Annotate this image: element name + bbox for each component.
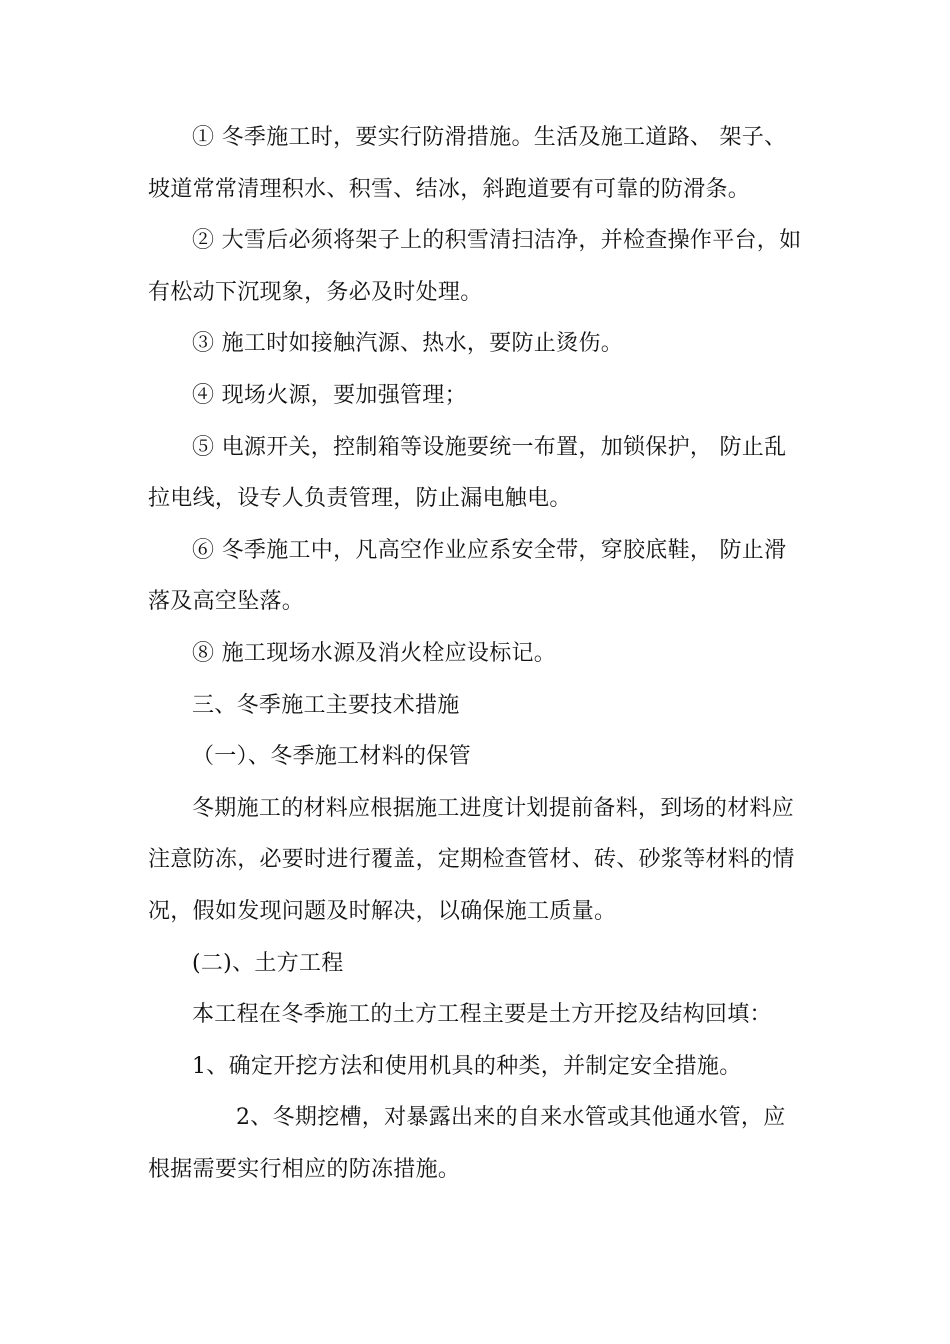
text-line: 1、确定开挖方法和使用机具的种类，并制定安全措施。 bbox=[192, 1053, 742, 1079]
text-line: 况，假如发现问题及时解决，以确保施工质量。 bbox=[148, 898, 617, 924]
text-line: ③ 施工时如接触汽源、热水，要防止烫伤。 bbox=[192, 331, 623, 357]
document-body bbox=[148, 112, 808, 1195]
text-line: 注意防冻，必要时进行覆盖，定期检查管材、砖、砂浆等材料的情 bbox=[148, 847, 795, 873]
section-heading: 三、冬季施工主要技术措施 bbox=[192, 692, 460, 718]
text-line: 冬期施工的材料应根据施工进度计划提前备料，到场的材料应 bbox=[192, 795, 795, 821]
text-line: ④ 现场火源，要加强管理； bbox=[192, 382, 467, 408]
subsection-heading: （一）、冬季施工材料的保管 bbox=[192, 744, 471, 770]
text-line: 本工程在冬季施工的土方工程主要是土方开挖及结构回填： bbox=[192, 1002, 772, 1028]
text-line: ② 大雪后必须将架子上的积雪清扫洁净，并检查操作平台，如 bbox=[192, 228, 802, 254]
text-line: ⑧ 施工现场水源及消火栓应设标记。 bbox=[192, 640, 557, 666]
text-line: 落及高空坠落。 bbox=[148, 589, 305, 615]
text-line: 拉电线，设专人负责管理，防止漏电触电。 bbox=[148, 486, 572, 512]
text-line: 根据需要实行相应的防冻措施。 bbox=[148, 1156, 461, 1182]
text-line: 坡道常常清理积水、积雪、结冰，斜跑道要有可靠的防滑条。 bbox=[148, 176, 751, 202]
text-line: ① 冬季施工时，要实行防滑措施。生活及施工道路、 架子、 bbox=[192, 125, 787, 150]
text-line: 2、冬期挖槽，对暴露出来的自来水管或其他通水管，应 bbox=[236, 1105, 786, 1131]
text-line: ⑤ 电源开关，控制箱等设施要统一布置，加锁保护， 防止乱 bbox=[192, 434, 787, 460]
text-line: ⑥ 冬季施工中，凡高空作业应系安全带，穿胶底鞋， 防止滑 bbox=[192, 537, 787, 563]
subsection-heading: (二)、土方工程 bbox=[192, 950, 344, 976]
text-line: 有松动下沉现象，务必及时处理。 bbox=[148, 279, 483, 305]
